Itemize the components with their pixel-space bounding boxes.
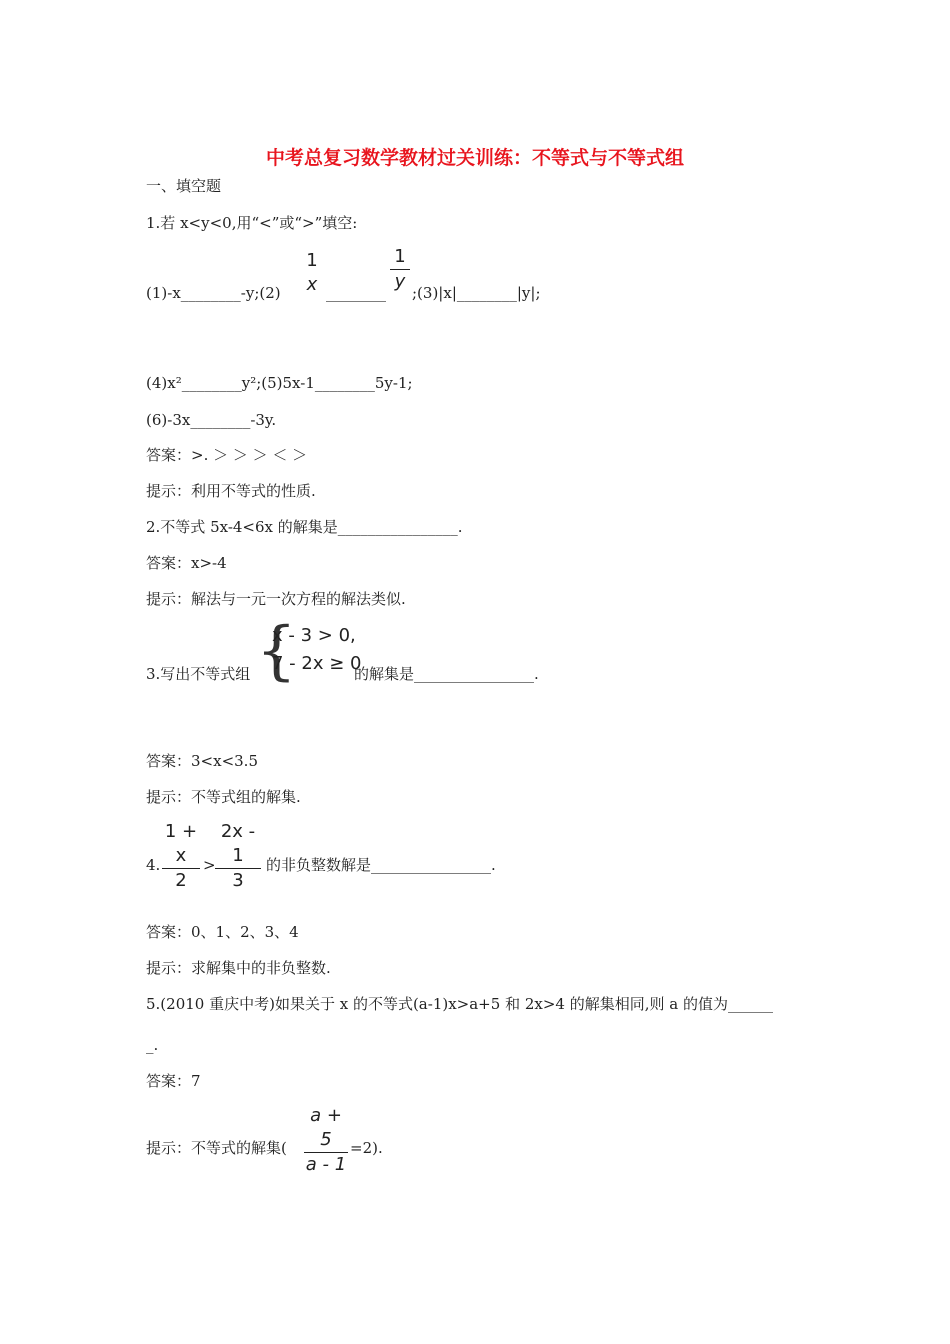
fraction-denominator: x xyxy=(306,274,318,295)
q2-stem: 2.不等式 5x-4<6x 的解集是________________. xyxy=(146,518,463,536)
q3-stem-prefix: 3.写出不等式组 xyxy=(146,665,251,683)
q4-answer: 答案：0、1、2、3、4 xyxy=(146,923,299,941)
q2-answer: 答案：x>-4 xyxy=(146,554,227,572)
q1-answer: 答案：>. ＞ ＞ ＞ ＜ ＞ xyxy=(146,446,308,464)
q1-line1-part3: ;(3)|x|________|y|; xyxy=(412,284,541,302)
q3-stem-suffix: 的解集是________________. xyxy=(354,665,539,683)
q1-fraction-1-over-x xyxy=(300,249,324,297)
fraction-numerator: 1 xyxy=(306,250,318,271)
q1-line2: (4)x²________y²;(5)5x-1________5y-1; xyxy=(146,374,413,392)
fraction-numerator: 1 + x xyxy=(164,821,198,866)
q1-fraction-1-over-y xyxy=(388,245,412,294)
page-title: 中考总复习数学教材过关训练：不等式与不等式组 xyxy=(265,147,684,169)
q3-answer: 答案：3<x<3.5 xyxy=(146,752,258,770)
q5-hint-prefix: 提示：不等式的解集( xyxy=(146,1139,287,1157)
q4-operator: > xyxy=(203,856,216,874)
q1-stem: 1.若 x<y<0,用“<”或“>”填空: xyxy=(146,214,358,232)
fraction-denominator: 2 xyxy=(175,870,187,891)
q3-hint: 提示：不等式组的解集. xyxy=(146,788,301,806)
q1-line3: (6)-3x________-3y. xyxy=(146,411,277,429)
fraction-denominator: 3 xyxy=(232,870,244,891)
q3-system-line1: x - 3 > 0, xyxy=(272,625,356,646)
fraction-numerator: 2x - 1 xyxy=(220,821,256,866)
q4-label: 4. xyxy=(146,856,161,874)
q5-stem: 5.(2010 重庆中考)如果关于 x 的不等式(a-1)x>a+5 和 2x>4 的解集相同,则 a 的值为______ xyxy=(146,995,773,1013)
left-brace: { xyxy=(256,614,297,688)
q2-hint: 提示：解法与一元一次方程的解法类似. xyxy=(146,590,406,608)
section-heading: 一、填空题 xyxy=(146,177,222,195)
q4-fraction-left xyxy=(160,820,202,893)
fraction-numerator: a + 5 xyxy=(310,1105,342,1150)
q4-stem-suffix: 的非负整数解是________________. xyxy=(266,856,496,874)
q1-hint: 提示：利用不等式的性质. xyxy=(146,482,316,500)
fraction-denominator: y xyxy=(394,271,406,292)
q5-answer: 答案：7 xyxy=(146,1072,201,1090)
fraction-denominator: a - 1 xyxy=(305,1154,347,1175)
q1-line1-part2: ________ xyxy=(326,284,386,302)
q4-fraction-right xyxy=(213,820,263,893)
q5-stem-continued: _. xyxy=(146,1036,159,1054)
q5-hint-suffix: =2). xyxy=(350,1139,383,1157)
q3-system-line2: 7 - 2x ≥ 0 xyxy=(272,653,362,674)
q4-hint: 提示：求解集中的非负整数. xyxy=(146,959,331,977)
fraction-numerator: 1 xyxy=(394,246,406,267)
q1-line1-part1: (1)-x________-y;(2) xyxy=(146,284,281,302)
q5-fraction xyxy=(302,1104,350,1177)
